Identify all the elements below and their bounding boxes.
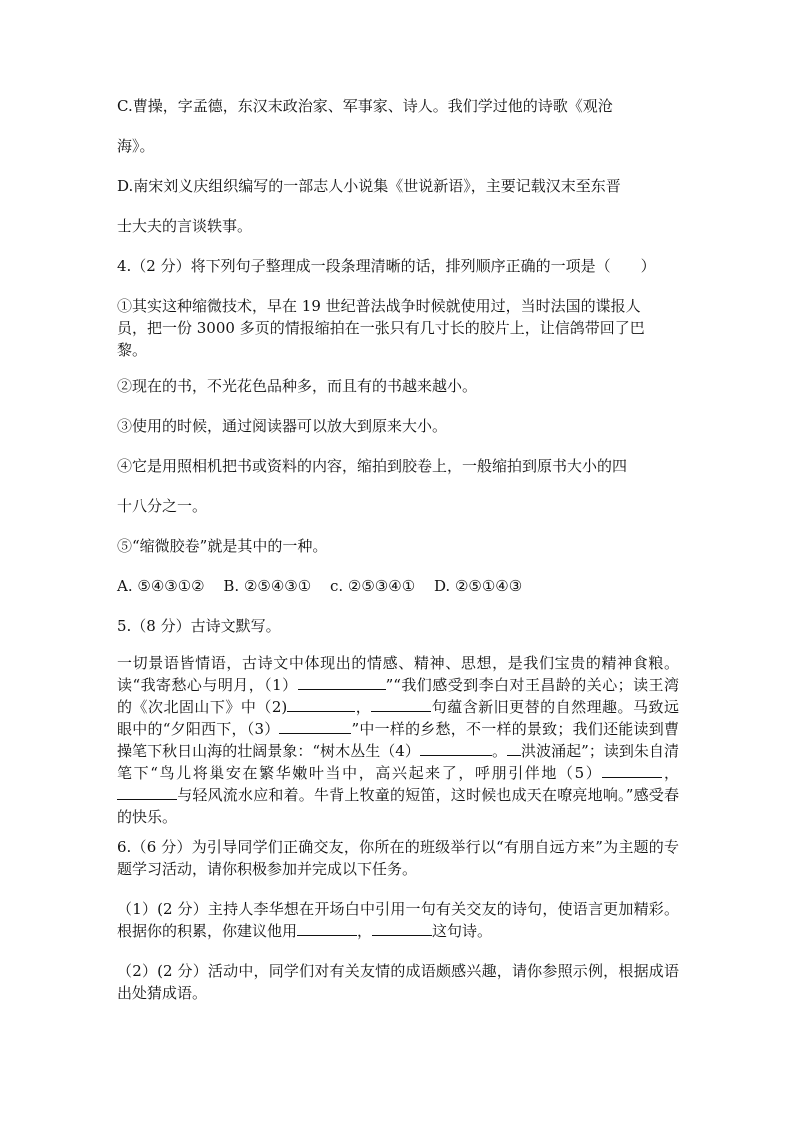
q4-option-c: c. ②⑤③④① [329,577,416,595]
q4-options [117,576,522,596]
q5-blank-2b[interactable] [371,697,431,712]
q3-option-c-line1: C.曹操，字孟德，东汉末政治家、军事家、诗人。我们学过他的诗歌《观沧 [117,97,613,115]
q5-blank-5a[interactable] [602,763,662,778]
q5-blank-4a[interactable] [420,741,492,756]
q4-sentence-3: ③使用的时候，通过阅读器可以放大到原来大小。 [117,417,448,435]
q4-sentence-1-line1: ①其实这种缩微技术，早在 19 世纪普法战争时候就使用过，当时法国的谍报人 [117,297,641,315]
q4-sentence-2: ②现在的书，不光花色品种多，而且有的书越来越小。 [117,377,478,395]
q4-sentence-4-line2: 十八分之一。 [117,497,208,515]
q4-option-d: D. ②⑤①④③ [433,577,523,595]
q4-sentence-4-line1: ④它是用照相机把书或资料的内容，缩拍到胶卷上，一般缩拍到原书大小的四 [117,457,628,475]
q5-blank-5b[interactable] [117,785,177,800]
q5-blank-1[interactable] [298,675,386,690]
q3-option-d-line1: D.南宋刘义庆组织编写的一部志人小说集《世说新语》，主要记载汉末至东晋 [117,177,621,195]
q5-blank-2a[interactable] [287,697,355,712]
q4-sentence-1-line3: 黎。 [117,341,148,359]
q5-blank-3[interactable] [279,719,351,734]
q4-sentence-5: ⑤“缩微胶卷”就是其中的一种。 [117,537,328,555]
q5-passage: 一切景语皆情语，古诗文中体现出的情感、精神、思想，是我们宝贵的精神食粮。读“我寄愁心与明月，（1） ”“我们感受到李白对王昌龄的关心；读王湾的《次北固山下》中（2) ， 句蕴含新旧更替的自然理趣。马致远眼中的“夕阳西下，（3） ”中一样的乡愁，不一样的景致；我们还能读到曹操笔下秋日山海的壮阔景象：“树木丛生（4） 。 洪波涌起”；读到朱自清笔下“鸟儿将巢安在繁华嫩叶当中，高兴起来了，呼朋引伴地（5） ，与轻风流水应和着。牛背上牧童的短笛，这时候也成天在嘹亮地响。”感受春的快乐。 [117,654,680,826]
q4-option-b: B. ②⑤④③① [223,577,312,595]
q6-stem: 6.（6 分）为引导同学们正确交友，你所在的班级举行以“有朋自远方来”为主题的专题学习活动，请你积极参加并完成以下任务。 [117,838,679,878]
q4-stem: 4.（2 分）将下列句子整理成一段条理清晰的话，排列顺序正确的一项是（ ） [117,257,656,275]
q3-option-c-line2: 海》。 [117,137,155,155]
q6-sub1-blank-b[interactable] [372,921,432,936]
q6-sub1: （1）(2 分）主持人李华想在开场白中引用一句有关交友的诗句，使语言更加精彩。根据你的积累，你建议他用 ， 这句诗。 [117,900,679,940]
q4-option-a: A. ⑤④③①② [117,577,205,595]
q5-stem: 5.（8 分）古诗文默写。 [117,617,281,635]
q3-option-d-line2: 士大夫的言谈轶事。 [117,217,253,235]
q6-sub2: （2）(2 分）活动中，同学们对有关友情的成语颇感兴趣，请你参照示例，根据成语出处猜成语。 [117,962,679,1002]
q6-sub1-blank-a[interactable] [297,921,357,936]
q4-sentence-1-line2: 员，把一份 3000 多页的情报缩拍在一张只有几寸长的胶片上，让信鸽带回了巴 [117,319,645,337]
q5-blank-4b[interactable] [507,741,521,756]
